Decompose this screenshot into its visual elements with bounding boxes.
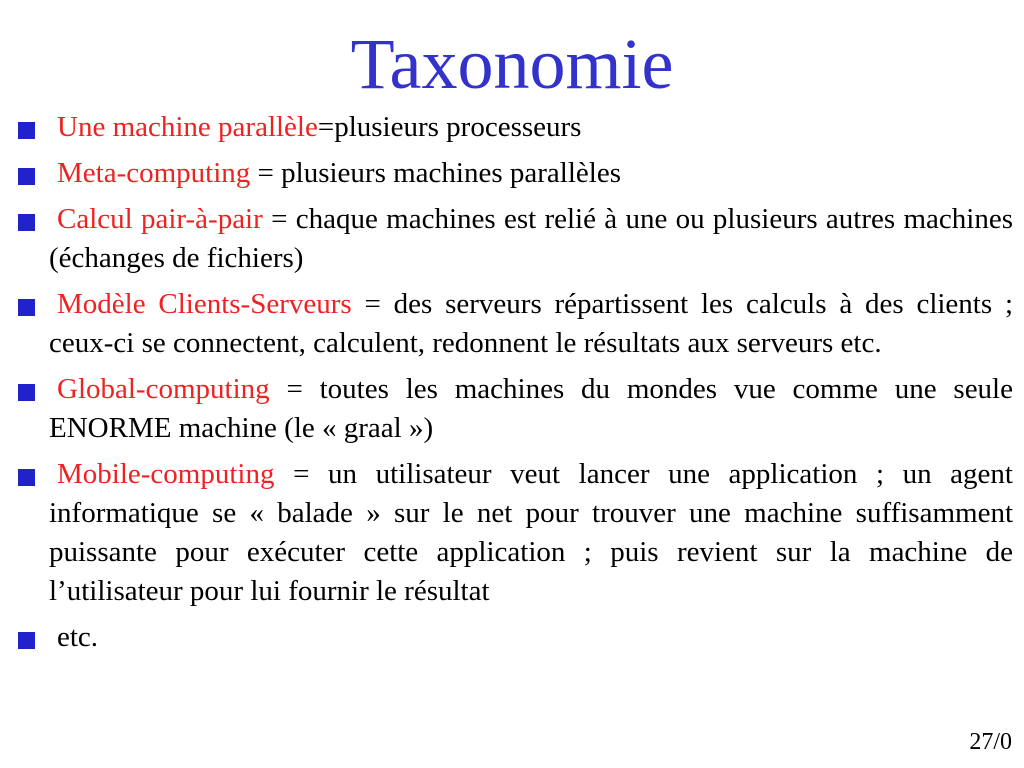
bullet-item [0, 108, 1024, 147]
bullet-term: Calcul pair-à-pair [57, 203, 263, 235]
bullet-item [0, 370, 1024, 448]
square-bullet-icon [18, 469, 35, 486]
bullet-text: = toutes les machines du mondes vue comme une seule ENORME machine (le « graal ») [49, 373, 1013, 444]
square-bullet-icon [18, 632, 35, 649]
bullet-text: = chaque machines est relié à une ou plusieurs autres machines (échanges de fichiers) [49, 203, 1013, 274]
bullet-text: = plusieurs machines parallèles [250, 157, 621, 189]
bullet-item [0, 455, 1024, 611]
square-bullet-icon [18, 122, 35, 139]
bullet-text: =plusieurs processeurs [317, 111, 582, 143]
bullet-term: Global-computing [57, 373, 270, 405]
page-number: 27/0 [969, 729, 1012, 755]
square-bullet-icon [18, 214, 35, 231]
bullet-term: Une machine parallèle [57, 111, 318, 143]
bullet-item [0, 154, 1024, 193]
bullet-text: = un utilisateur veut lancer une application ; un agent informatique se « balade » sur le net pour trouver une machine suffisamment puissante pour exécuter cette application ; puis revient sur la machine de l’utilisateur pour lui fournir le résultat [49, 458, 1013, 607]
square-bullet-icon [18, 299, 35, 316]
slide-title: Taxonomie [350, 24, 674, 104]
bullet-item [0, 618, 1024, 657]
bullet-list [0, 108, 1024, 664]
square-bullet-icon [18, 384, 35, 401]
bullet-item [0, 200, 1024, 278]
bullet-term: Meta-computing [57, 157, 251, 189]
bullet-item [0, 285, 1024, 363]
square-bullet-icon [18, 168, 35, 185]
bullet-text: etc. [57, 621, 99, 653]
bullet-term: Modèle Clients-Serveurs [57, 288, 352, 320]
bullet-term: Mobile-computing [57, 458, 275, 490]
bullet-text: = des serveurs répartissent les calculs à des clients ; ceux-ci se connectent, calculent, redonnent le résultats aux serveurs etc. [49, 288, 1013, 359]
